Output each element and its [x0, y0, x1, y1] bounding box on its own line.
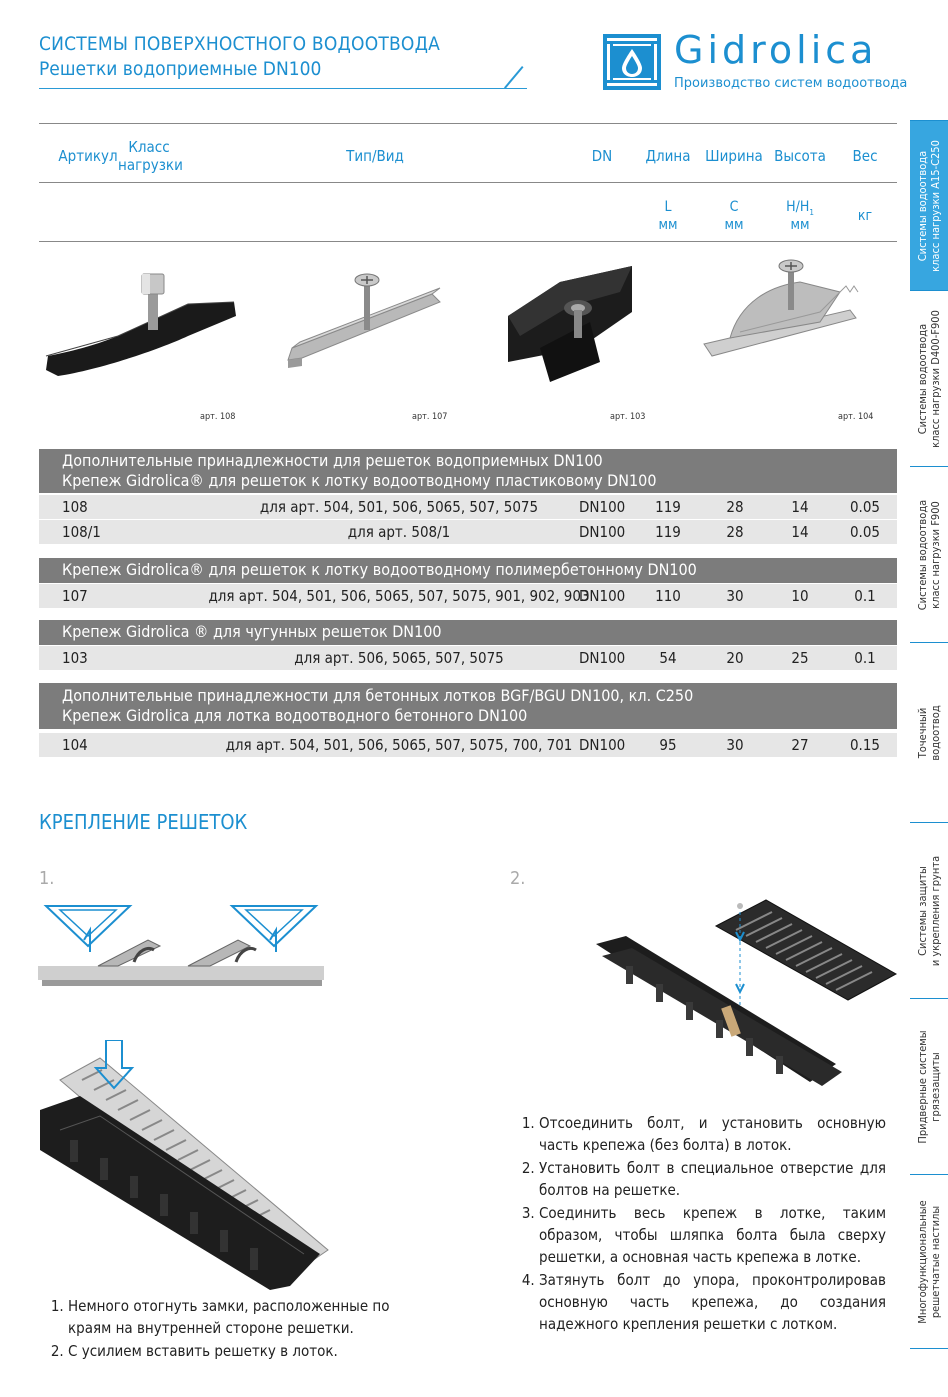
left-step-2: 2. С усилием вставить решетку в лоток.	[68, 1340, 420, 1362]
sidebar-tab-soil-protection[interactable]	[910, 822, 948, 998]
product-caption-103: арт. 103	[610, 412, 646, 422]
sidebar-tab-door-mats[interactable]	[910, 998, 948, 1174]
sidebar-tab-d400-f900[interactable]	[910, 290, 948, 466]
col-head-dn: DN	[591, 147, 613, 165]
sidebar-tab-f900[interactable]	[910, 466, 948, 642]
sidebar-tab-point-drainage[interactable]	[910, 642, 948, 822]
right-step-2: 2. Установить болт в специальное отверстие для болтов на решетке.	[539, 1157, 886, 1201]
sidebar-tab-label: и укрепления грунта	[929, 855, 942, 966]
step-number-2: 2.	[510, 868, 526, 889]
cell-length: 119	[655, 523, 681, 541]
header-title: СИСТЕМЫ ПОВЕРХНОСТНОГО ВОДООТВОДА	[39, 33, 441, 55]
header-slash	[504, 66, 524, 89]
cell-height: 14	[791, 523, 809, 541]
product-image-107	[272, 252, 472, 402]
cell-dn: DN100	[579, 498, 626, 516]
cell-type: для арт. 504, 501, 506, 5065, 507, 5075, 700, 701	[225, 736, 573, 754]
sidebar-tab-label: Придверные системы	[916, 1029, 929, 1144]
cell-dn: DN100	[579, 523, 626, 541]
sidebar-tab-label: Многофункциональные	[916, 1199, 929, 1324]
group-header-line: Крепеж Gidrolica для лотка водоотводного бетонного DN100	[62, 706, 528, 725]
cell-height: 27	[791, 736, 809, 754]
cell-art: 108/1	[62, 523, 101, 541]
group-header-polymer	[39, 558, 897, 583]
table-row	[39, 495, 897, 519]
unit-width: мм	[724, 217, 744, 233]
table-row	[39, 520, 897, 544]
sidebar-tab-label: класс нагрузки D400-F900	[929, 309, 942, 448]
col-head-class-2: нагрузки	[118, 156, 183, 174]
table-header-bottom-rule	[39, 241, 897, 242]
col-head-class-1: Класс	[128, 138, 170, 156]
table-mid-rule	[39, 182, 897, 183]
cell-dn: DN100	[579, 736, 626, 754]
cell-type: для арт. 508/1	[347, 523, 451, 541]
sidebar-tab-grating-decks[interactable]	[910, 1174, 948, 1349]
group-header-line: Крепеж Gidrolica® для решеток к лотку водоотводному полимербетонному DN100	[62, 560, 697, 579]
product-caption-108: арт. 108	[200, 412, 236, 422]
sidebar-tab-label: Точечный	[916, 707, 929, 758]
table-top-rule	[39, 123, 897, 124]
sidebar-tab-label: Системы водоотвода	[916, 323, 929, 434]
right-step-3: 3. Соединить весь крепеж в лотке, таким образом, чтобы шляпка болта была сверху решетки, а основная часть крепежа в лотке.	[539, 1202, 886, 1268]
right-instructions	[511, 1112, 886, 1336]
cell-dn: DN100	[579, 587, 626, 605]
cell-width: 20	[726, 649, 744, 667]
section-title: КРЕПЛЕНИЕ РЕШЕТОК	[39, 810, 248, 834]
illustration-bend-locks	[38, 900, 324, 1000]
cell-type: для арт. 506, 5065, 507, 5075	[294, 649, 504, 667]
cell-height: 10	[791, 587, 809, 605]
cell-length: 95	[659, 736, 677, 754]
group-header-line: Крепеж Gidrolica® для решеток к лотку водоотводному пластиковому DN100	[62, 471, 657, 490]
cell-art: 104	[62, 736, 88, 754]
cell-art: 108	[62, 498, 88, 516]
product-image-103	[500, 252, 700, 402]
brand-subtitle: Производство систем водоотвода	[674, 76, 908, 91]
cell-width: 28	[726, 498, 744, 516]
unit-length-symbol: L	[664, 199, 672, 215]
cell-art: 103	[62, 649, 88, 667]
cell-weight: 0.15	[849, 736, 881, 754]
cell-dn: DN100	[579, 649, 626, 667]
cell-weight: 0.05	[849, 498, 881, 516]
sidebar-tab-label: Системы защиты	[916, 865, 929, 956]
cell-width: 28	[726, 523, 744, 541]
product-caption-104: арт. 104	[838, 412, 874, 422]
group-header-line: Крепеж Gidrolica ® для чугунных решеток DN100	[62, 622, 442, 641]
step-number-1: 1.	[39, 868, 55, 889]
col-head-height: Высота	[774, 147, 826, 165]
cell-height: 14	[791, 498, 809, 516]
sidebar-tab-label: класс нагрузки A15-C250	[929, 139, 942, 272]
left-instructions	[40, 1295, 420, 1363]
cell-width: 30	[726, 736, 744, 754]
col-head-type: Тип/Вид	[346, 147, 404, 165]
sidebar-tab-label: водоотвод	[929, 704, 942, 761]
sidebar-tab-label: Системы водоотвода	[916, 499, 929, 610]
cell-type: для арт. 504, 501, 506, 5065, 507, 5075, 901, 902, 903	[208, 587, 590, 605]
group-header-line: Дополнительные принадлежности для решеток водоприемных DN100	[62, 451, 603, 470]
cell-height: 25	[791, 649, 809, 667]
right-step-4: 4. Затянуть болт до упора, проконтролировав основную часть крепежа, до создания надежного крепления решетки с лотком.	[539, 1269, 886, 1335]
header-subtitle: Решетки водоприемные DN100	[39, 58, 322, 80]
group-header-plastic	[39, 449, 897, 493]
table-row	[39, 646, 897, 670]
table-row	[39, 584, 897, 608]
unit-length: мм	[658, 217, 678, 233]
header-underline	[39, 88, 527, 89]
product-caption-107: арт. 107	[412, 412, 448, 422]
illustration-insert-grate	[40, 1040, 330, 1290]
cell-weight: 0.05	[849, 523, 881, 541]
group-header-line: Дополнительные принадлежности для бетонных лотков BGF/BGU DN100, кл. C250	[62, 686, 694, 705]
unit-weight: кг	[857, 208, 873, 224]
cell-width: 30	[726, 587, 744, 605]
sidebar-tab-label: Системы водоотвода	[916, 150, 929, 261]
right-step-1: 1. Отсоединить болт, и установить основную часть крепежа (без болта) в лоток.	[539, 1112, 886, 1156]
cell-weight: 0.1	[854, 649, 876, 667]
sidebar-tab-a15-c250[interactable]	[910, 120, 948, 290]
product-image-108	[38, 252, 238, 402]
col-head-weight: Вес	[852, 147, 878, 165]
col-head-art: Артикул	[58, 147, 118, 165]
left-step-1: 1. Немного отогнуть замки, расположенные по краям на внутренней стороне решетки.	[68, 1295, 420, 1339]
unit-width-symbol: C	[729, 199, 739, 215]
sidebar-tab-label: грязезащиты	[929, 1051, 942, 1122]
cell-length: 119	[655, 498, 681, 516]
unit-height-symbol: $H/H_1$	[786, 199, 814, 217]
col-head-width: Ширина	[705, 147, 763, 165]
cell-length: 54	[659, 649, 677, 667]
cell-type: для арт. 504, 501, 506, 5065, 507, 5075	[259, 498, 539, 516]
col-head-length: Длина	[645, 147, 691, 165]
brand-name: Gidrolica	[674, 28, 878, 72]
unit-height: мм	[790, 217, 810, 233]
cell-art: 107	[62, 587, 88, 605]
gidrolica-logo-icon	[603, 34, 661, 90]
cell-length: 110	[655, 587, 681, 605]
sidebar-tab-label: решетчатые настилы	[929, 1205, 942, 1318]
group-header-concrete	[39, 683, 897, 729]
cell-weight: 0.1	[854, 587, 876, 605]
table-row	[39, 733, 897, 757]
product-image-104	[700, 252, 900, 402]
illustration-fastener-assembly	[596, 896, 898, 1086]
sidebar-tab-label: класс нагрузки F900	[929, 500, 942, 609]
group-header-cast-iron	[39, 620, 897, 645]
